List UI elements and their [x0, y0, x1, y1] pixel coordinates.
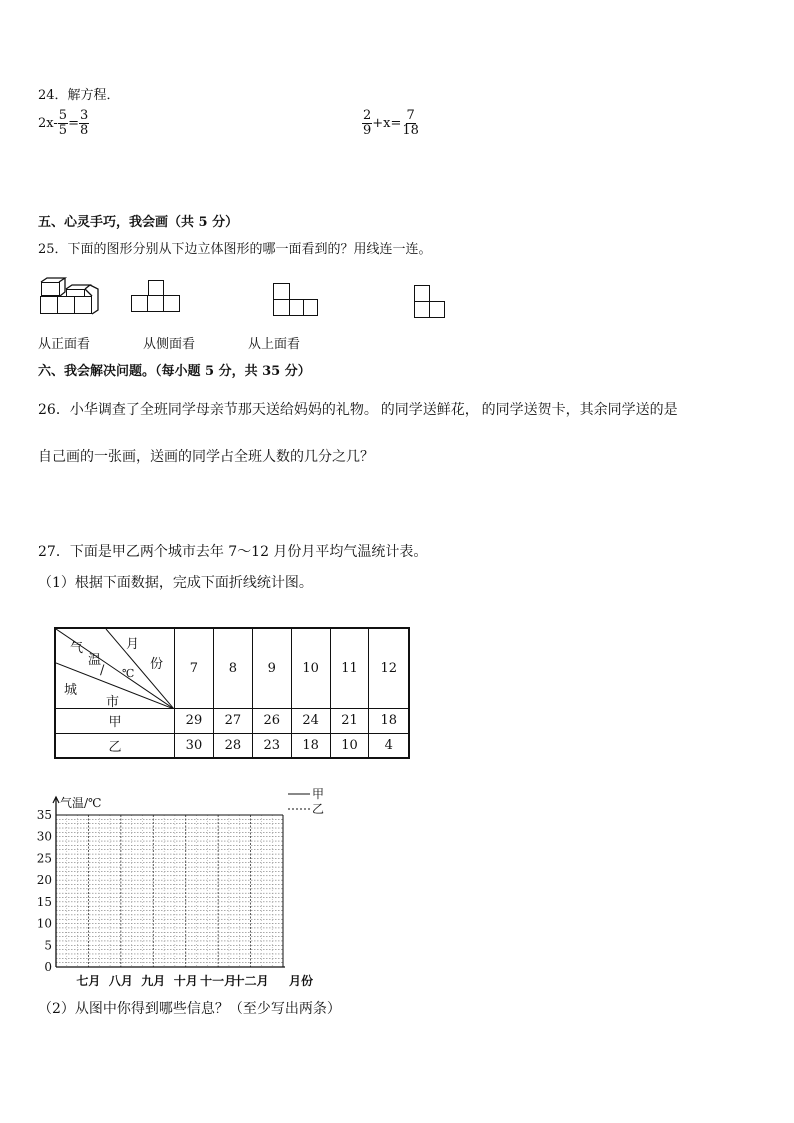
header-cheng: 城 — [64, 683, 78, 698]
y-tick-label: 5 — [44, 938, 52, 953]
q24-equation-1 — [38, 109, 89, 138]
eq1-numerator-2: 3 — [79, 108, 89, 123]
y-tick-label: 10 — [36, 916, 52, 931]
temperature-table — [54, 627, 410, 759]
value-cell: 21 — [330, 708, 369, 733]
value-cell: 28 — [213, 733, 252, 758]
header-qi: 气 — [70, 641, 84, 656]
header-fen: 份 — [150, 657, 164, 672]
y-tick-label: 35 — [36, 808, 52, 822]
q27-sub-1: （1）根据下面数据，完成下面折线统计图。 — [38, 575, 313, 591]
city-cell: 乙 — [55, 733, 175, 758]
month-cell: 9 — [252, 628, 291, 708]
table-row — [55, 708, 409, 733]
x-axis-label: 月份 — [288, 974, 314, 988]
value-cell: 18 — [369, 708, 409, 733]
q27-sub-2: （2）从图中你得到哪些信息？（至少写出两条） — [38, 1001, 341, 1017]
x-tick-label: 九月 — [141, 974, 166, 988]
eq1-denominator-2: 8 — [79, 123, 89, 138]
eq2-numerator-2: 7 — [406, 108, 415, 123]
value-cell: 26 — [252, 708, 291, 733]
month-cell: 11 — [330, 628, 369, 708]
q27-text: 27．下面是甲乙两个城市去年 7～12 月份月平均气温统计表。 — [38, 544, 428, 560]
eq2-denominator-1: 9 — [363, 123, 372, 138]
eq1-fraction-2 — [79, 109, 89, 138]
eq2-numerator-1: 2 — [363, 108, 372, 123]
value-cell: 27 — [213, 708, 252, 733]
legend-label: 甲 — [312, 787, 325, 801]
value-cell: 24 — [291, 708, 330, 733]
eq2-fraction-2 — [401, 109, 420, 138]
value-cell: 29 — [175, 708, 214, 733]
q26-line-1 — [38, 399, 678, 419]
y-tick-label: 15 — [36, 894, 52, 909]
value-cell: 23 — [252, 733, 291, 758]
q24-title: 24．解方程． — [38, 88, 120, 103]
y-tick-label: 25 — [36, 851, 52, 866]
x-tick-label: 八月 — [108, 974, 133, 988]
section-5-title: 五、心灵手巧，我会画（共 5 分） — [38, 215, 239, 230]
temperature-line-chart — [30, 786, 340, 992]
q25-text: 25．下面的图形分别从下边立体图形的哪一面看到的？用线连一连。 — [38, 242, 432, 257]
q24-equation-2 — [362, 109, 420, 138]
city-cell: 甲 — [55, 708, 175, 733]
y-tick-label: 0 — [44, 960, 52, 974]
eq1-denominator-1: 5 — [58, 123, 68, 138]
x-tick-label: 十一月 — [200, 974, 237, 988]
eq1-numerator-1: 5 — [58, 108, 68, 123]
table-header-diagonal-cell — [55, 628, 175, 708]
q26-text-a: 26．小华调查了全班同学母亲节那天送给妈妈的礼物。 — [38, 402, 378, 418]
q26-text-b: 的同学送鲜花， — [380, 402, 479, 418]
eq1-lead: 2x- — [38, 116, 58, 131]
value-cell: 18 — [291, 733, 330, 758]
eq2-fraction-1 — [362, 109, 372, 138]
eq2-denominator-2: 18 — [402, 123, 419, 138]
month-cell: 12 — [369, 628, 409, 708]
eq2-middle: +x= — [372, 116, 402, 131]
y-tick-label: 20 — [36, 873, 52, 888]
header-shi: 市 — [106, 695, 120, 710]
y-axis-label: 气温/℃ — [60, 796, 102, 810]
q26-text-c: 的同学送贺卡，其余同学送的是 — [481, 402, 678, 418]
value-cell: 4 — [369, 733, 409, 758]
legend-label: 乙 — [312, 802, 325, 816]
header-yue: 月 — [126, 637, 140, 652]
header-slash: / — [100, 663, 105, 678]
month-cell: 8 — [213, 628, 252, 708]
eq1-fraction-1 — [58, 109, 68, 138]
view-label-top: 从上面看 — [248, 337, 301, 352]
value-cell: 10 — [330, 733, 369, 758]
month-cell: 10 — [291, 628, 330, 708]
view-label-front: 从正面看 — [38, 337, 91, 352]
value-cell: 30 — [175, 733, 214, 758]
x-tick-label: 十二月 — [232, 974, 269, 988]
eq1-operator: = — [68, 116, 79, 131]
view-label-side: 从侧面看 — [143, 337, 196, 352]
q26-line-2: 自己画的一张画，送画的同学占全班人数的几分之几？ — [38, 449, 374, 465]
y-tick-label: 30 — [36, 829, 52, 844]
x-tick-label: 七月 — [76, 974, 101, 988]
header-wen: 温 — [88, 653, 102, 668]
section-6-title: 六、我会解决问题。（每小题 5 分，共 35 分） — [38, 364, 311, 379]
table-row — [55, 733, 409, 758]
month-cell: 7 — [175, 628, 214, 708]
x-tick-label: 十月 — [173, 974, 198, 988]
header-unit: ℃ — [122, 667, 135, 680]
